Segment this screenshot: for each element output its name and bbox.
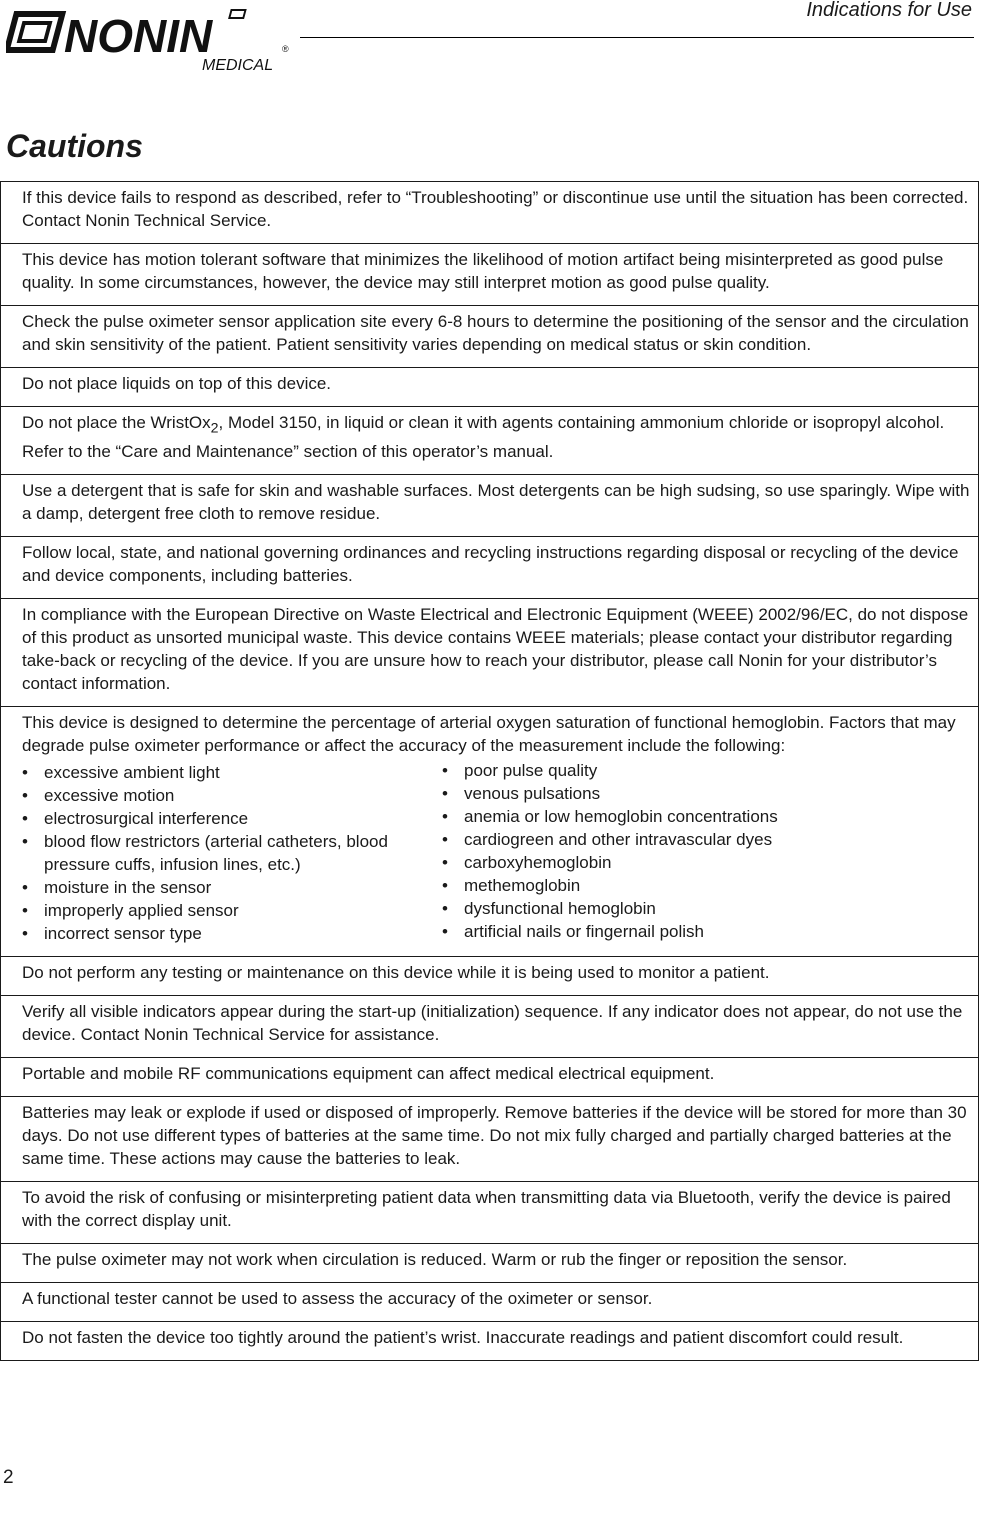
nonin-medical-logo bbox=[6, 8, 296, 72]
factors-lists bbox=[22, 757, 975, 945]
logo-wordmark: NONIN bbox=[64, 10, 213, 62]
caution-row bbox=[1, 182, 978, 244]
caution-row bbox=[1, 599, 978, 707]
bullet-icon: • bbox=[22, 786, 28, 806]
list-item bbox=[442, 897, 778, 920]
list-item bbox=[442, 920, 778, 943]
subscript-2: 2 bbox=[210, 420, 219, 437]
caution-row bbox=[1, 475, 978, 537]
factors-right-list bbox=[442, 759, 778, 945]
bullet-icon: • bbox=[22, 809, 28, 829]
caution-text: Use a detergent that is safe for skin and washable surfaces. Most detergents can be high sudsing, so use sparingly. Wipe with a damp, detergent free cloth to remove residue. bbox=[22, 481, 970, 524]
list-item bbox=[442, 874, 778, 897]
caution-text-part: Do not place the WristOx bbox=[22, 413, 211, 432]
list-item bbox=[442, 805, 778, 828]
caution-row bbox=[1, 1283, 978, 1322]
caution-text: Verify all visible indicators appear during the start-up (initialization) sequence. If any indicator does not appear, do not use the device. Contact Nonin Technical Service for assistance. bbox=[22, 1002, 963, 1045]
caution-row bbox=[1, 1058, 978, 1097]
list-item-text: poor pulse quality bbox=[464, 761, 598, 781]
caution-row bbox=[1, 1182, 978, 1244]
caution-text: To avoid the risk of confusing or misinterpreting patient data when transmitting data via Bluetooth, verify the device is paired with the correct display unit. bbox=[22, 1188, 951, 1231]
list-item-text: anemia or low hemoglobin concentrations bbox=[464, 807, 778, 827]
caution-text: Check the pulse oximeter sensor application site every 6-8 hours to determine the positioning of the sensor and the circulation and skin sensitivity of the patient. Patient sensitivity varies depending on medical status or skin condition. bbox=[22, 312, 969, 354]
list-item bbox=[22, 876, 442, 899]
bullet-icon: • bbox=[442, 784, 448, 804]
list-item bbox=[442, 782, 778, 805]
caution-text: A functional tester cannot be used to assess the accuracy of the oximeter or sensor. bbox=[22, 1289, 653, 1309]
caution-row bbox=[1, 368, 978, 407]
list-item-text: methemoglobin bbox=[464, 876, 581, 896]
header-rule bbox=[300, 37, 974, 38]
caution-row bbox=[1, 957, 978, 996]
list-item bbox=[22, 899, 442, 922]
caution-text: Do not fasten the device too tightly around the patient’s wrist. Inaccurate readings and patient discomfort could result. bbox=[22, 1328, 904, 1348]
list-item-text: cardiogreen and other intravascular dyes bbox=[464, 830, 773, 850]
cautions-table bbox=[0, 181, 979, 1361]
caution-text: The pulse oximeter may not work when circulation is reduced. Warm or rub the finger or reposition the sensor. bbox=[22, 1250, 848, 1270]
bullet-icon: • bbox=[22, 763, 28, 783]
header-title: Indications for Use bbox=[806, 0, 972, 21]
bullet-icon: • bbox=[442, 761, 448, 781]
bullet-icon: • bbox=[442, 830, 448, 850]
factors-intro: This device is designed to determine the percentage of arterial oxygen saturation of functional hemoglobin. Factors that may degrade pulse oximeter performance or affect the accuracy of the measurement include the following: bbox=[22, 713, 956, 756]
list-item bbox=[442, 851, 778, 874]
bullet-icon: • bbox=[22, 832, 28, 852]
caution-row bbox=[1, 996, 978, 1058]
list-item bbox=[22, 761, 442, 784]
bullet-icon: • bbox=[442, 899, 448, 919]
caution-text: Batteries may leak or explode if used or disposed of improperly. Remove batteries if the device will be stored for more than 30 days. Do not use different types of batteries at the same time. Do not mix fully charged and partially charged batteries at the same time. These actions may cause the batteries to leak. bbox=[22, 1103, 967, 1169]
caution-text: If this device fails to respond as described, refer to “Troubleshooting” or discontinue use until the situation has been corrected. Contact Nonin Technical Service. bbox=[22, 188, 969, 230]
caution-text: Portable and mobile RF communications equipment can affect medical electrical equipment. bbox=[22, 1064, 715, 1084]
list-item-text: excessive motion bbox=[44, 786, 175, 806]
list-item bbox=[22, 830, 404, 876]
list-item-text: improperly applied sensor bbox=[44, 901, 239, 921]
caution-row bbox=[1, 537, 978, 599]
caution-text: In compliance with the European Directive on Waste Electrical and Electronic Equipment (WEEE) 2002/96/EC, do not dispose of this product as unsorted municipal waste. This device contains WEEE materials; please contact your distributor regarding take-back or recycling of the device. If you are unsure how to reach your distributor, please call Nonin for your distributor’s contact information. bbox=[22, 605, 969, 694]
nonin-logo-icon bbox=[6, 8, 296, 72]
caution-row bbox=[1, 1097, 978, 1182]
list-item-text: incorrect sensor type bbox=[44, 924, 202, 944]
list-item bbox=[22, 807, 442, 830]
list-item bbox=[442, 828, 778, 851]
logo-subtext: MEDICAL bbox=[202, 57, 274, 72]
bullet-icon: • bbox=[22, 878, 28, 898]
list-item-text: venous pulsations bbox=[464, 784, 601, 804]
bullet-icon: • bbox=[442, 876, 448, 896]
section-heading: Cautions bbox=[6, 128, 143, 164]
list-item-text: excessive ambient light bbox=[44, 763, 220, 783]
caution-text bbox=[22, 411, 975, 463]
list-item-text: carboxyhemoglobin bbox=[464, 853, 612, 873]
caution-text: This device has motion tolerant software that minimizes the likelihood of motion artifact being misinterpreted as good pulse quality. In some circumstances, however, the device may still interpret motion as good pulse quality. bbox=[22, 250, 944, 292]
list-item-text: artificial nails or fingernail polish bbox=[464, 922, 705, 942]
list-item bbox=[22, 784, 442, 807]
caution-text-part: , Model 3150, in liquid or clean it with agents containing ammonium chloride or isopropyl alcohol. Refer to the “Care and Maintenance” section of this operator’s manual. bbox=[22, 413, 945, 462]
factors-left-list bbox=[22, 761, 442, 945]
list-item bbox=[442, 759, 778, 782]
bullet-icon: • bbox=[22, 901, 28, 921]
caution-row bbox=[1, 306, 978, 368]
caution-text: Do not place liquids on top of this device. bbox=[22, 374, 332, 393]
list-item bbox=[22, 922, 442, 945]
caution-row-factors bbox=[1, 707, 978, 957]
list-item-text: dysfunctional hemoglobin bbox=[464, 899, 656, 919]
bullet-icon: • bbox=[442, 853, 448, 873]
bullet-icon: • bbox=[442, 922, 448, 942]
list-item-text: electrosurgical interference bbox=[44, 809, 249, 829]
registered-mark: ® bbox=[282, 44, 289, 54]
caution-text: Do not perform any testing or maintenance on this device while it is being used to monitor a patient. bbox=[22, 963, 770, 983]
list-item-text: blood flow restrictors (arterial catheters, blood pressure cuffs, infusion lines, etc.) bbox=[44, 832, 388, 875]
caution-row bbox=[1, 244, 978, 306]
caution-row bbox=[1, 1244, 978, 1283]
caution-text: Follow local, state, and national governing ordinances and recycling instructions regarding disposal or recycling of the device and device components, including batteries. bbox=[22, 543, 959, 586]
page-number: 2 bbox=[3, 1467, 14, 1488]
bullet-icon: • bbox=[442, 807, 448, 827]
list-item-text: moisture in the sensor bbox=[44, 878, 212, 898]
caution-row bbox=[1, 407, 978, 475]
bullet-icon: • bbox=[22, 924, 28, 944]
caution-row bbox=[1, 1322, 978, 1360]
